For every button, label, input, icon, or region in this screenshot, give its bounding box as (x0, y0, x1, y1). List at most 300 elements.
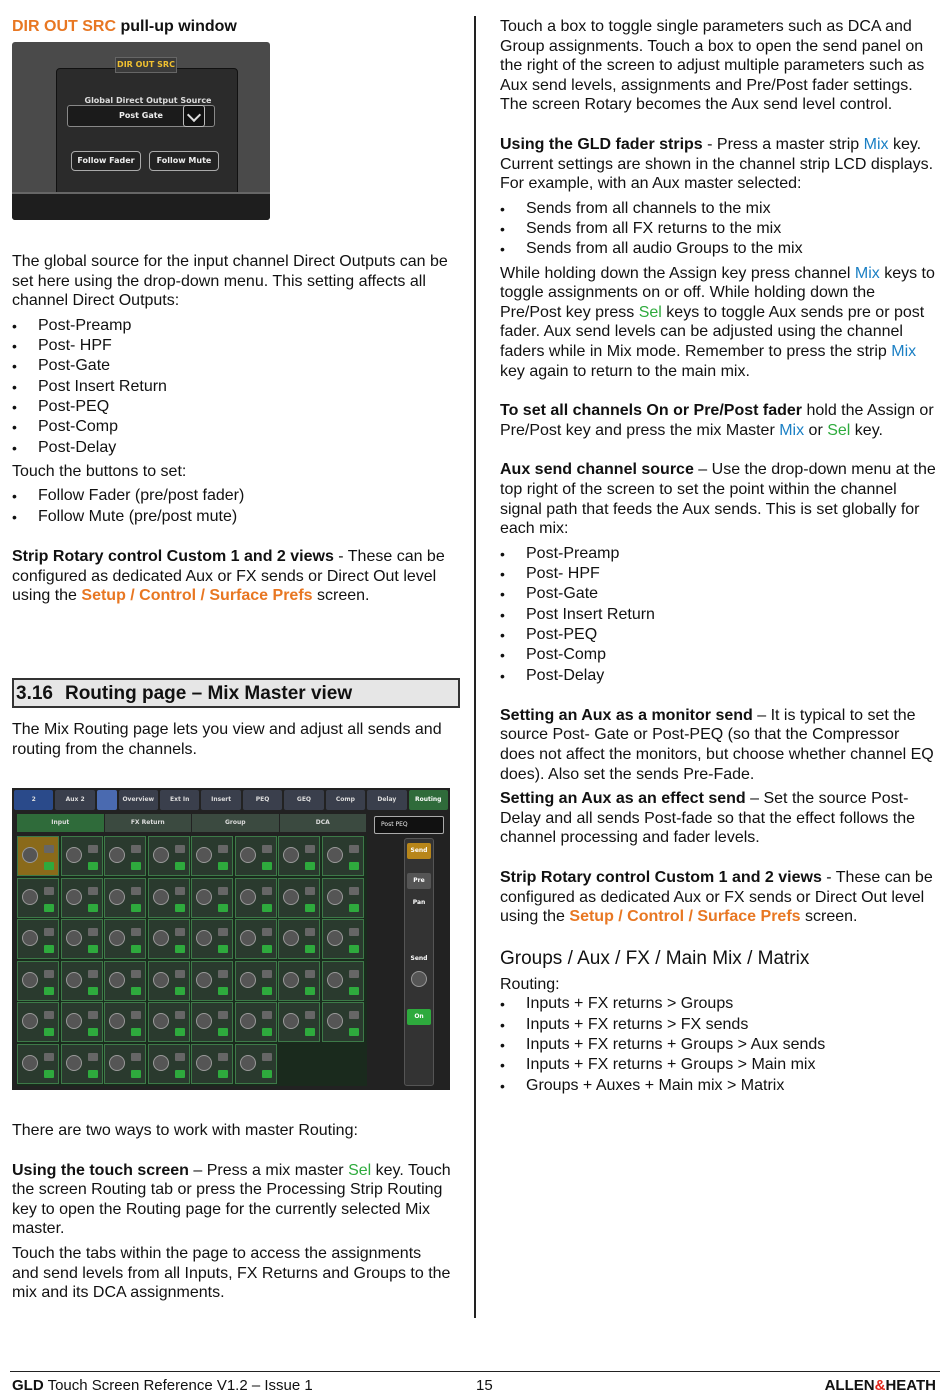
pre-indicator (131, 928, 141, 936)
list-item: • Post-PEQ (500, 625, 938, 645)
send-knob (109, 930, 125, 946)
strip-rotary-paragraph (500, 868, 938, 927)
effect-send-paragraph (500, 789, 938, 848)
footer-doc-title (12, 1376, 313, 1396)
send-knob (66, 889, 82, 905)
on-button: On (407, 1009, 431, 1025)
send-knob (240, 847, 256, 863)
channel-cell (322, 919, 364, 959)
page-number: 15 (476, 1377, 493, 1394)
routing-subtabs (17, 814, 367, 832)
on-indicator (262, 904, 272, 912)
sel-key-label: Sel (348, 1161, 372, 1179)
channel-cell (278, 919, 320, 959)
strip-rotary-end: screen. (312, 587, 370, 605)
send-knob (109, 847, 125, 863)
send-knob (153, 1013, 169, 1029)
send-knob (283, 1013, 299, 1029)
pre-indicator (88, 970, 98, 978)
pre-indicator (44, 845, 54, 853)
dir-out-selected-value: Post Gate (119, 111, 163, 120)
channel-cell (61, 1002, 103, 1042)
pre-indicator (218, 887, 228, 895)
follow-mute-button: Follow Mute (149, 151, 219, 171)
mix-key-label: Mix (779, 421, 805, 439)
dir-out-window-base (12, 192, 270, 220)
pre-indicator (131, 887, 141, 895)
channel-cell (61, 836, 103, 876)
on-indicator (175, 1028, 185, 1036)
on-indicator (262, 862, 272, 870)
send-knob (196, 1055, 212, 1071)
list-item: • Inputs + FX returns > Groups (500, 994, 938, 1014)
list-item: • Follow Mute (pre/post mute) (12, 507, 452, 527)
pre-indicator (349, 887, 359, 895)
fader-strips-text-b: key. Current settings are shown in the channel strip LCD displays. For example, with an Aux master selected: (500, 135, 934, 193)
aux-source-text: – Use the drop-down menu at the top right of the screen to set the point within the channel signal path that feeds the Aux sends. This is set globally for each mix: (500, 461, 936, 538)
channel-cell (148, 836, 190, 876)
pre-indicator (44, 928, 54, 936)
direct-output-source-list (12, 316, 452, 458)
channel-cell (278, 961, 320, 1001)
send-knob (22, 847, 38, 863)
channel-cell (322, 1002, 364, 1042)
channel-cell (17, 836, 59, 876)
aux-source-list (500, 544, 938, 686)
touch-screen-heading: Using the touch screen (12, 1161, 189, 1179)
on-indicator (131, 945, 141, 953)
on-indicator (44, 945, 54, 953)
footer-brand: GLD (12, 1377, 44, 1394)
on-indicator (218, 1028, 228, 1036)
assign-text-b: keys to toggle assignments on or off. While holding down the Pre/Post key press (500, 264, 935, 321)
send-knob (109, 889, 125, 905)
touch-screen-text-a: – Press a mix master (188, 1161, 349, 1179)
tab-comp: Comp (326, 790, 365, 810)
send-knob (196, 889, 212, 905)
sel-key-label: Sel (827, 421, 851, 439)
send-knob (153, 889, 169, 905)
send-knob (240, 889, 256, 905)
dir-out-panel (56, 60, 238, 198)
on-indicator (88, 1028, 98, 1036)
channel-cell (278, 1002, 320, 1042)
send-knob (283, 930, 299, 946)
on-indicator (218, 945, 228, 953)
logo-allen: ALLEN (824, 1377, 875, 1394)
on-indicator (305, 945, 315, 953)
list-item: • Post-Preamp (500, 544, 938, 564)
tab-geq: GEQ (284, 790, 323, 810)
pre-indicator (88, 887, 98, 895)
tab-routing: Routing (409, 790, 448, 810)
channel-cell (17, 961, 59, 1001)
chevron-down-icon (183, 105, 205, 127)
tab-insert: Insert (201, 790, 240, 810)
pre-indicator (175, 1011, 185, 1019)
section-heading: Routing page – Mix Master view (64, 683, 353, 704)
mix-key-label: Mix (891, 343, 917, 361)
pre-indicator (175, 970, 185, 978)
pre-indicator (262, 887, 272, 895)
pre-indicator (218, 845, 228, 853)
send-knob (196, 847, 212, 863)
channel-cell (235, 919, 277, 959)
send-knob (327, 1013, 343, 1029)
list-item: • Sends from all channels to the mix (500, 199, 938, 219)
dir-out-tab: DIR OUT SRC (115, 57, 177, 73)
list-item: • Post-Comp (500, 645, 938, 665)
strip-rotary-text: - These can be configured as dedicated Aux or FX sends or Direct Out level using the (500, 869, 933, 926)
channel-cell (61, 1044, 103, 1084)
channel-cell (278, 878, 320, 918)
list-item: • Follow Fader (pre/post fader) (12, 486, 452, 506)
list-item: • Post Insert Return (12, 377, 452, 397)
channel-cell (322, 961, 364, 1001)
groups-heading: Groups / Aux / FX / Main Mix / Matrix (500, 947, 810, 969)
channel-cell (235, 961, 277, 1001)
tab-aux: Aux 2 (55, 790, 94, 810)
channel-cell (191, 1044, 233, 1084)
assign-text-a: While holding down the Assign key press channel (500, 264, 855, 282)
fader-strips-text-a: - Press a master strip (702, 135, 864, 153)
channel-cell (104, 1002, 146, 1042)
channel-cell (278, 836, 320, 876)
on-indicator (88, 945, 98, 953)
surface-prefs-link: Setup / Control / Surface Prefs (569, 908, 801, 926)
touch-box-paragraph: Touch a box to toggle single parameters such as DCA and Group assignments. Touch a box to open the send panel on the right of the screen to adjust multiple parameters such as Aux send levels, assignments and Pre/Post fader settings. The screen Rotary becomes the Aux send level control. (500, 18, 925, 114)
on-indicator (44, 1070, 54, 1078)
channel-cell (235, 1002, 277, 1042)
send-knob (66, 972, 82, 988)
list-item: • Groups + Auxes + Main mix > Matrix (500, 1076, 938, 1096)
on-indicator (305, 862, 315, 870)
routing-tab-bar (14, 790, 448, 810)
subtab-input: Input (17, 814, 105, 832)
logo-heath: HEATH (885, 1377, 936, 1394)
send-knob (240, 1013, 256, 1029)
on-indicator (175, 945, 185, 953)
channel-cell (191, 961, 233, 1001)
tab-ext-in: Ext In (160, 790, 199, 810)
list-item: • Inputs + FX returns + Groups > Aux sends (500, 1035, 938, 1055)
follow-fader-button: Follow Fader (71, 151, 141, 171)
set-all-paragraph (500, 401, 938, 440)
dir-out-window-image (12, 42, 270, 220)
on-indicator (262, 945, 272, 953)
pre-indicator (175, 1053, 185, 1061)
sends-list (500, 199, 938, 260)
allen-heath-logo (825, 1376, 936, 1396)
pre-indicator (262, 845, 272, 853)
list-item: • Post Insert Return (500, 605, 938, 625)
subtab-dca: DCA (280, 814, 368, 832)
strip-rotary-heading: Strip Rotary control Custom 1 and 2 views (500, 869, 822, 886)
fader-strips-heading: Using the GLD fader strips (500, 135, 703, 153)
list-item: • Post-PEQ (12, 397, 452, 417)
pre-indicator (218, 928, 228, 936)
dir-out-suffix: pull-up window (116, 18, 237, 35)
pre-indicator (349, 1011, 359, 1019)
send-knob (22, 930, 38, 946)
pre-indicator (218, 1053, 228, 1061)
on-indicator (305, 1028, 315, 1036)
send-knob (22, 1013, 38, 1029)
pre-indicator (44, 970, 54, 978)
pan-label: Pan (412, 899, 426, 906)
send-knob (327, 847, 343, 863)
on-indicator (218, 862, 228, 870)
pre-indicator (88, 1011, 98, 1019)
on-indicator (88, 904, 98, 912)
pre-indicator (88, 928, 98, 936)
routing-page-screenshot (12, 788, 450, 1090)
sel-key-label: Sel (638, 303, 662, 321)
send-knob (283, 972, 299, 988)
pre-indicator (262, 928, 272, 936)
aux-source-paragraph (500, 460, 938, 538)
list-item: • Post-Gate (500, 584, 938, 604)
on-indicator (305, 987, 315, 995)
on-indicator (175, 904, 185, 912)
channel-cell (17, 1044, 59, 1084)
column-divider (474, 16, 476, 1318)
send-knob (66, 930, 82, 946)
send-knob (22, 1055, 38, 1071)
set-all-or: or (804, 421, 828, 439)
two-ways-intro: There are two ways to work with master Routing: (12, 1122, 358, 1139)
channel-cell (61, 919, 103, 959)
pre-indicator (262, 1053, 272, 1061)
channel-send-grid (17, 836, 367, 1086)
send-knob (283, 889, 299, 905)
assign-text-d: key again to return to the main mix. (500, 362, 750, 380)
channel-cell (322, 878, 364, 918)
pre-indicator (349, 845, 359, 853)
pre-indicator (305, 845, 315, 853)
pre-indicator (262, 1011, 272, 1019)
subtab-fx-return: FX Return (105, 814, 193, 832)
pre-indicator (218, 970, 228, 978)
send-level-label: Send (410, 955, 428, 962)
on-indicator (88, 1070, 98, 1078)
on-indicator (262, 1070, 272, 1078)
set-all-end: key. (850, 421, 883, 439)
list-item: • Post-Preamp (12, 316, 452, 336)
mix-key-label: Mix (863, 135, 889, 153)
send-knob (240, 1055, 256, 1071)
send-knob (109, 1013, 125, 1029)
assign-text-c: keys to toggle Aux sends pre or post fader. Aux send levels can be adjusted using the channel faders while in Mix mode. Remember to press the strip (500, 303, 925, 361)
channel-cell (61, 878, 103, 918)
channel-cell (104, 961, 146, 1001)
pre-indicator (262, 970, 272, 978)
logo-ampersand: & (874, 1377, 886, 1394)
monitor-send-heading: Setting an Aux as a monitor send (500, 706, 753, 724)
effect-send-text: – Set the source Post-Delay and all sends Post-fade so that the effect follows the channel processing and fader levels. (500, 790, 916, 847)
send-knob (196, 1013, 212, 1029)
send-knob (22, 889, 38, 905)
send-knob (66, 1013, 82, 1029)
list-item: • Inputs + FX returns > FX sends (500, 1015, 938, 1035)
tab-peq: PEQ (243, 790, 282, 810)
pre-indicator (88, 1053, 98, 1061)
section-number: 3.16 (16, 683, 53, 704)
channel-cell (235, 836, 277, 876)
touch-screen-text-b: key. Touch the screen Routing tab or press the Processing Strip Routing key to open the Routing page for the currently selected Mix master. (12, 1161, 451, 1238)
fader-strips-paragraph (500, 135, 938, 194)
send-rotary-knob (411, 971, 427, 987)
pre-indicator (44, 1053, 54, 1061)
assign-paragraph (500, 264, 938, 382)
list-item: • Post- HPF (500, 564, 938, 584)
channel-cell (17, 919, 59, 959)
send-knob (153, 847, 169, 863)
pre-indicator (175, 845, 185, 853)
channel-cell (104, 836, 146, 876)
on-indicator (131, 1028, 141, 1036)
tab-delay: Delay (367, 790, 406, 810)
on-indicator (175, 1070, 185, 1078)
channel-cell (104, 1044, 146, 1084)
list-item: • Post-Gate (12, 356, 452, 376)
send-knob (109, 1055, 125, 1071)
send-knob (327, 889, 343, 905)
follow-options-list (12, 486, 452, 527)
send-knob (240, 972, 256, 988)
on-indicator (131, 904, 141, 912)
on-indicator (349, 987, 359, 995)
pre-indicator (305, 970, 315, 978)
pre-indicator (305, 1011, 315, 1019)
list-item: • Post-Delay (12, 438, 452, 458)
send-knob (153, 1055, 169, 1071)
on-indicator (88, 987, 98, 995)
pre-indicator (349, 928, 359, 936)
right-column (500, 17, 938, 1096)
send-knob (109, 972, 125, 988)
on-indicator (305, 904, 315, 912)
channel-cell (148, 1044, 190, 1084)
channel-cell (191, 919, 233, 959)
buttons-intro: Touch the buttons to set: (12, 462, 187, 480)
footer-title: Touch Screen Reference V1.2 – Issue 1 (43, 1377, 313, 1394)
on-indicator (262, 987, 272, 995)
on-indicator (44, 904, 54, 912)
pre-indicator (131, 1053, 141, 1061)
send-panel (374, 814, 446, 1084)
channel-cell (104, 919, 146, 959)
send-side-panel (404, 838, 434, 1086)
on-indicator (218, 1070, 228, 1078)
pre-indicator (131, 970, 141, 978)
send-knob (153, 930, 169, 946)
send-knob (22, 972, 38, 988)
send-knob (153, 972, 169, 988)
pre-indicator (131, 845, 141, 853)
pre-button: Pre (407, 873, 431, 889)
footer-rule (10, 1371, 940, 1372)
send-knob (283, 847, 299, 863)
channel-cell (148, 1002, 190, 1042)
channel-cell (148, 919, 190, 959)
dir-out-source-label: Global Direct Output Source (84, 96, 212, 105)
on-indicator (349, 1028, 359, 1036)
dir-out-heading (12, 17, 462, 37)
on-indicator (131, 862, 141, 870)
on-indicator (175, 987, 185, 995)
pre-indicator (131, 1011, 141, 1019)
tab-strip-icon (97, 790, 117, 810)
on-indicator (218, 904, 228, 912)
pre-indicator (44, 887, 54, 895)
channel-cell (235, 878, 277, 918)
channel-cell (191, 1002, 233, 1042)
on-indicator (44, 862, 54, 870)
send-knob (66, 1055, 82, 1071)
channel-cell (61, 961, 103, 1001)
aux-source-dropdown (374, 816, 444, 834)
pre-indicator (349, 970, 359, 978)
channel-cell (148, 961, 190, 1001)
section-title (12, 678, 460, 708)
on-indicator (349, 945, 359, 953)
pre-indicator (88, 845, 98, 853)
on-indicator (131, 987, 141, 995)
strip-rotary-end: screen. (800, 908, 858, 926)
strip-rotary-heading: Strip Rotary control Custom 1 and 2 views (12, 548, 334, 566)
list-item: • Post-Delay (500, 666, 938, 686)
routing-list (500, 994, 938, 1095)
effect-send-heading: Setting an Aux as an effect send (500, 790, 746, 808)
monitor-send-text: – It is typical to set the source Post- Gate or Post-PEQ (so that the Compressor does not affect the monitors, but choose whether channel EQ does). Also set the sends Pre-Fade. (500, 706, 934, 783)
subtab-group: Group (192, 814, 280, 832)
mix-key-label: Mix (854, 264, 880, 282)
direct-output-intro: The global source for the input channel Direct Outputs can be set here using the drop-down menu. This setting affects all channel Direct Outputs: (12, 253, 448, 310)
master-routing-section (12, 1121, 452, 1303)
send-knob (196, 972, 212, 988)
pre-indicator (305, 887, 315, 895)
on-indicator (175, 862, 185, 870)
set-all-heading: To set all channels On or Pre/Post fader (500, 402, 803, 420)
pre-indicator (175, 928, 185, 936)
dir-out-label: DIR OUT SRC (12, 18, 116, 35)
aux-source-value: Post PEQ (381, 821, 408, 828)
channel-cell (191, 836, 233, 876)
send-knob (327, 972, 343, 988)
set-all-text: hold the Assign or Pre/Post key and press the mix Master (500, 402, 934, 439)
strip-rotary-paragraph (12, 547, 452, 606)
on-indicator (44, 1028, 54, 1036)
send-knob (196, 930, 212, 946)
touch-screen-paragraph (12, 1161, 452, 1239)
routing-label: Routing: (500, 975, 560, 993)
channel-cell (322, 836, 364, 876)
on-indicator (44, 987, 54, 995)
list-item: • Post- HPF (12, 336, 452, 356)
channel-cell (191, 878, 233, 918)
tab-mix-number: 2 (14, 790, 53, 810)
pre-indicator (218, 1011, 228, 1019)
strip-rotary-text: - These can be configured as dedicated Aux or FX sends or Direct Out level using the (12, 548, 445, 605)
on-indicator (131, 1070, 141, 1078)
on-indicator (88, 862, 98, 870)
aux-source-heading: Aux send channel source (500, 461, 694, 479)
pre-indicator (175, 887, 185, 895)
monitor-send-paragraph (500, 706, 938, 784)
tabs-paragraph: Touch the tabs within the page to access the assignments and send levels from all Inputs, FX Returns and Groups to the mix and its DCA assignments. (12, 1244, 451, 1302)
channel-cell (104, 878, 146, 918)
